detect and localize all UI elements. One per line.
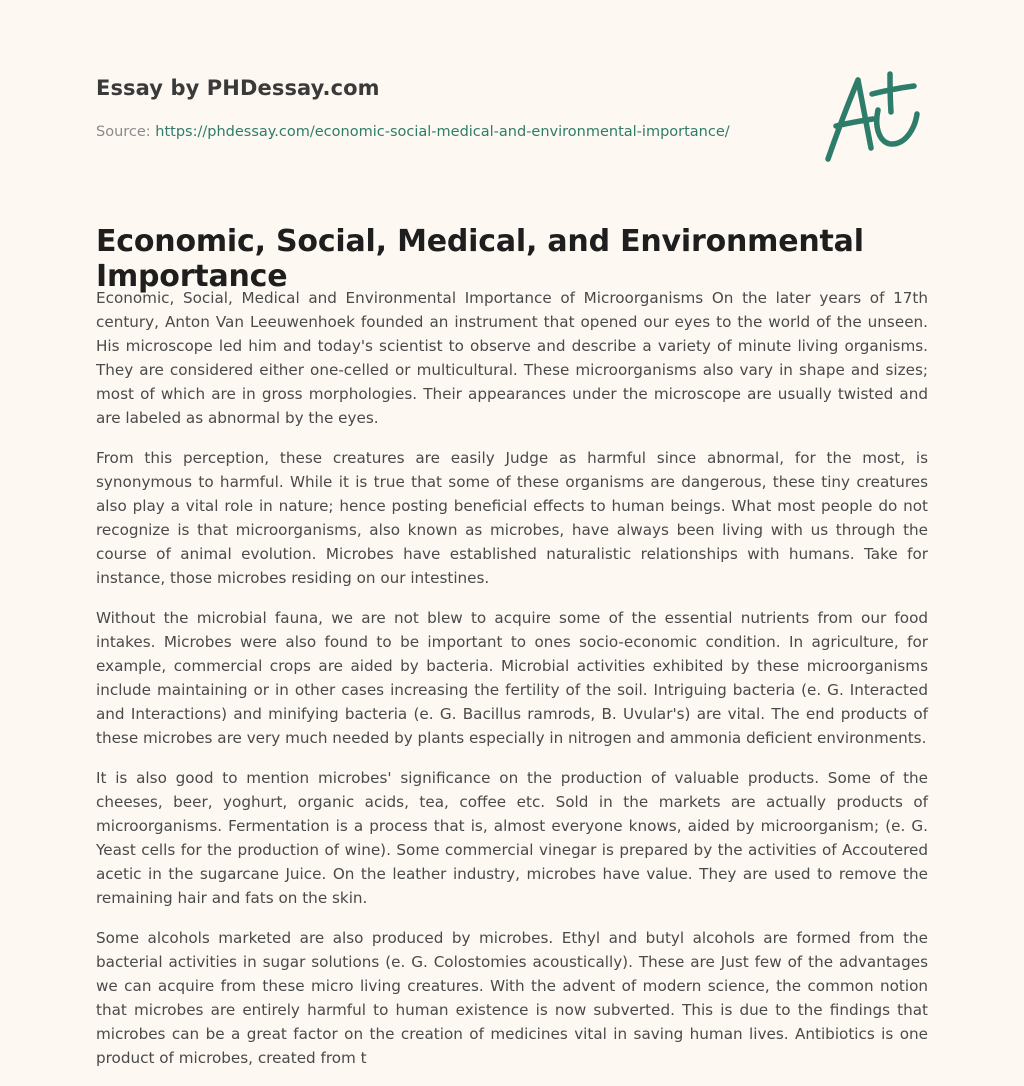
paragraph: It is also good to mention microbes' significance on the production of valuable products. Some of the cheeses, beer, yoghurt, organic acids, tea, coffee etc. Sold in the markets are actually products of microorganisms. Fermentation is a process that is, almost everyone knows, aided by microorganism; (e. G. Yeast cells for the production of wine). Some commercial vinegar is prepared by the activities of Accoutered acetic in the sugarcane Juice. On the leather industry, microbes have value. They are used to remove the remaining hair and fats on the skin. (96, 769, 928, 907)
brand-title: Essay by PHDessay.com (96, 76, 380, 100)
essay-title: Economic, Social, Medical, and Environmental Importance (96, 224, 864, 294)
paragraph: Economic, Social, Medical and Environmental Importance of Microorganisms On the later years of 17th century, Anton Van Leeuwenhoek founded an instrument that opened our eyes to the world of the unseen. His microscope led him and today's scientist to observe and describe a variety of minute living organisms. They are considered either one-celled or multicultural. These microorganisms also vary in shape and sizes; most of which are in gross morphologies. Their appearances under the microscope are usually twisted and are labeled as abnormal by the eyes. (96, 289, 928, 427)
source-link[interactable]: https://phdessay.com/economic-social-medical-and-environmental-importance/ (155, 124, 730, 140)
a-plus-logo-icon (820, 66, 930, 166)
source-line (96, 124, 730, 140)
paragraph: From this perception, these creatures are easily Judge as harmful since abnormal, for the most, is synonymous to harmful. While it is true that some of these organisms are dangerous, these tiny creatures also play a vital role in nature; hence posting beneficial effects to human beings. What most people do not recognize is that microorganisms, also known as microbes, have always been living with us through the course of animal evolution. Microbes have established naturalistic relationships with humans. Take for instance, those microbes residing on our intestines. (96, 449, 928, 587)
paragraph: Without the microbial fauna, we are not blew to acquire some of the essential nutrients from our food intakes. Microbes were also found to be important to ones socio-economic condition. In agriculture, for example, commercial crops are aided by bacteria. Microbial activities exhibited by these microorganisms include maintaining or in other cases increasing the fertility of the soil. Intriguing bacteria (e. G. Interacted and Interactions) and minifying bacteria (e. G. Bacillus ramrods, B. Uvular's) are vital. The end products of these microbes are very much needed by plants especially in nitrogen and ammonia deficient environments. (96, 609, 928, 747)
essay-body (96, 286, 928, 1086)
source-label: Source: (96, 124, 151, 140)
paragraph: Some alcohols marketed are also produced by microbes. Ethyl and butyl alcohols are formed from the bacterial activities in sugar solutions (e. G. Colostomies acoustically). These are Just few of the advantages we can acquire from these micro living creatures. With the advent of modern science, the common notion that microbes are entirely harmful to human existence is now subverted. This is due to the findings that microbes can be a great factor on the creation of medicines vital in saving human lives. Antibiotics is one product of microbes, created from t (96, 929, 928, 1067)
